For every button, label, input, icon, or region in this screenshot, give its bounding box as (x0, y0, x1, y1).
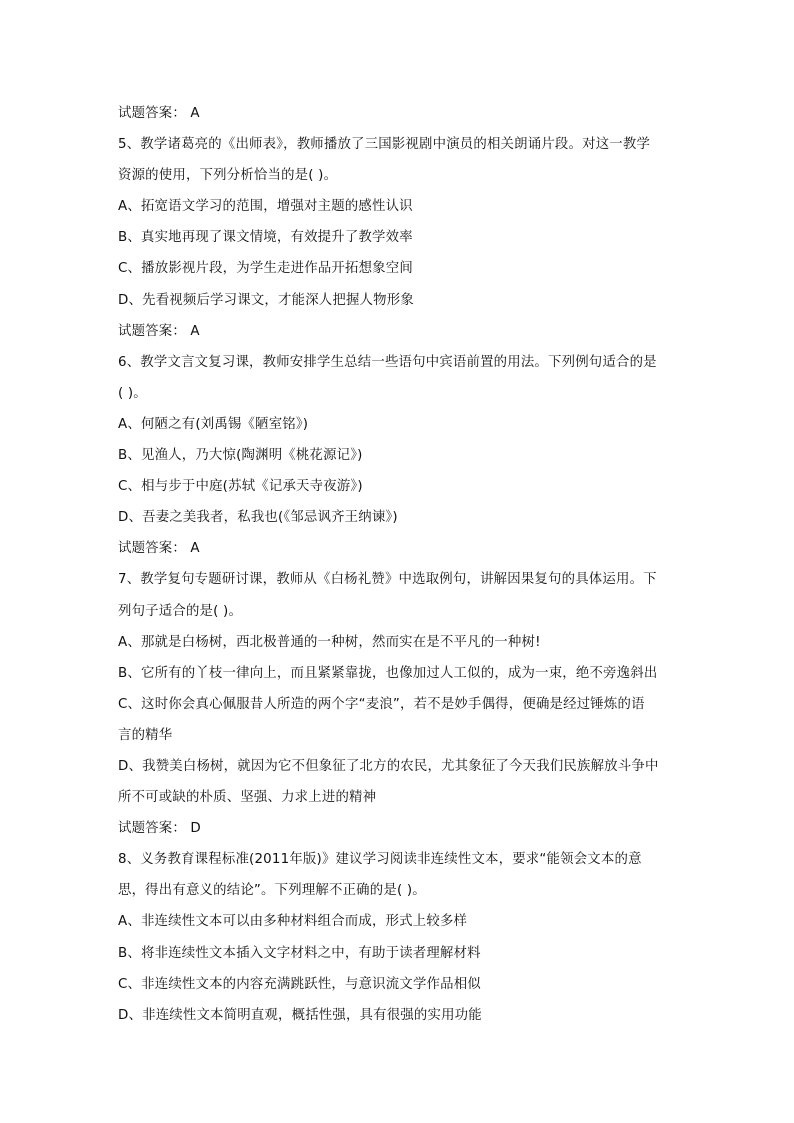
answer-label: 试题答案： (118, 106, 186, 121)
question-option: D、非连续性文本简明直观，概括性强，具有很强的实用功能 (118, 1007, 482, 1023)
answer-value: A (190, 541, 200, 557)
question-option: C、这时你会真心佩服昔人所造的两个字“麦浪”，若不是妙手偶得，便确是经过锤炼的语 (118, 696, 645, 712)
question-stem: 8、义务教育课程标准(2011年版)》建议学习阅读非连续性文本，要求“能领会文本的意 (118, 852, 642, 868)
answer-value: A (190, 106, 200, 121)
question-option: A、何陋之有(刘禹锡《陋室铭》) (118, 416, 309, 432)
question-stem: 7、教学复句专题研讨课，教师从《白杨礼赞》中选取例句，讲解因果复句的具体运用。下 (118, 572, 657, 588)
question-option: C、非连续性文本的内容充满跳跃性，与意识流文学作品相似 (118, 976, 481, 992)
answer-label: 试题答案： (118, 821, 186, 837)
question-stem: 资源的使用，下列分析恰当的是( )。 (118, 168, 338, 184)
question-stem: 6、教学文言文复习课，教师安排学生总结一些语句中宾语前置的用法。下列例句适合的是 (118, 354, 657, 370)
question-option: B、见渔人，乃大惊(陶渊明《桃花源记》) (118, 448, 363, 464)
question-option: A、拓宽语文学习的范围，增强对主题的感性认识 (118, 199, 413, 215)
question-stem: ( )。 (118, 385, 147, 401)
answer-line (118, 321, 688, 352)
question-option: C、播放影视片段，为学生走进作品开拓想象空间 (118, 261, 413, 277)
document-body (118, 103, 688, 1036)
answer-label: 试题答案： (118, 541, 186, 557)
question-option: D、先看视频后学习课文，才能深人把握人物形象 (118, 292, 414, 308)
answer-label: 试题答案： (118, 323, 186, 339)
answer-value: A (190, 323, 200, 339)
question-stem: 列句子适合的是( )。 (118, 603, 243, 619)
answer-line (118, 103, 688, 134)
question-option: D、吾妻之美我者，私我也(《邹忌讽齐王纳谏》) (118, 510, 398, 526)
answer-line (118, 538, 688, 569)
answer-value: D (190, 821, 201, 837)
question-stem: 思，得出有意义的结论”。下列理解不正确的是( )。 (118, 883, 426, 899)
question-option: 言的精华 (118, 727, 173, 743)
question-option: A、那就是白杨树，西北极普通的一种树，然而实在是不平凡的一种树! (118, 634, 541, 650)
question-option: 所不可或缺的朴质、坚强、力求上进的精神 (118, 790, 377, 806)
question-stem: 5、教学诸葛亮的《出师表》，教师播放了三国影视剧中演员的相关朗诵片段。对这一教学 (118, 137, 651, 153)
question-option: B、它所有的丫枝一律向上，而且紧紧靠拢，也像加过人工似的，成为一束，绝不旁逸斜出 (118, 665, 658, 681)
answer-line (118, 818, 688, 849)
question-option: D、我赞美白杨树，就因为它不但象征了北方的农民，尤其象征了今天我们民族解放斗争中 (118, 758, 659, 774)
question-option: A、非连续性文本可以由多种材料组合而成，形式上较多样 (118, 914, 468, 930)
question-option: B、将非连续性文本插入文字材料之中，有助于读者理解材料 (118, 945, 481, 961)
question-option: C、相与步于中庭(苏轼《记承天寺夜游》) (118, 479, 363, 495)
question-option: B、真实地再现了课文情境，有效提升了教学效率 (118, 230, 413, 246)
